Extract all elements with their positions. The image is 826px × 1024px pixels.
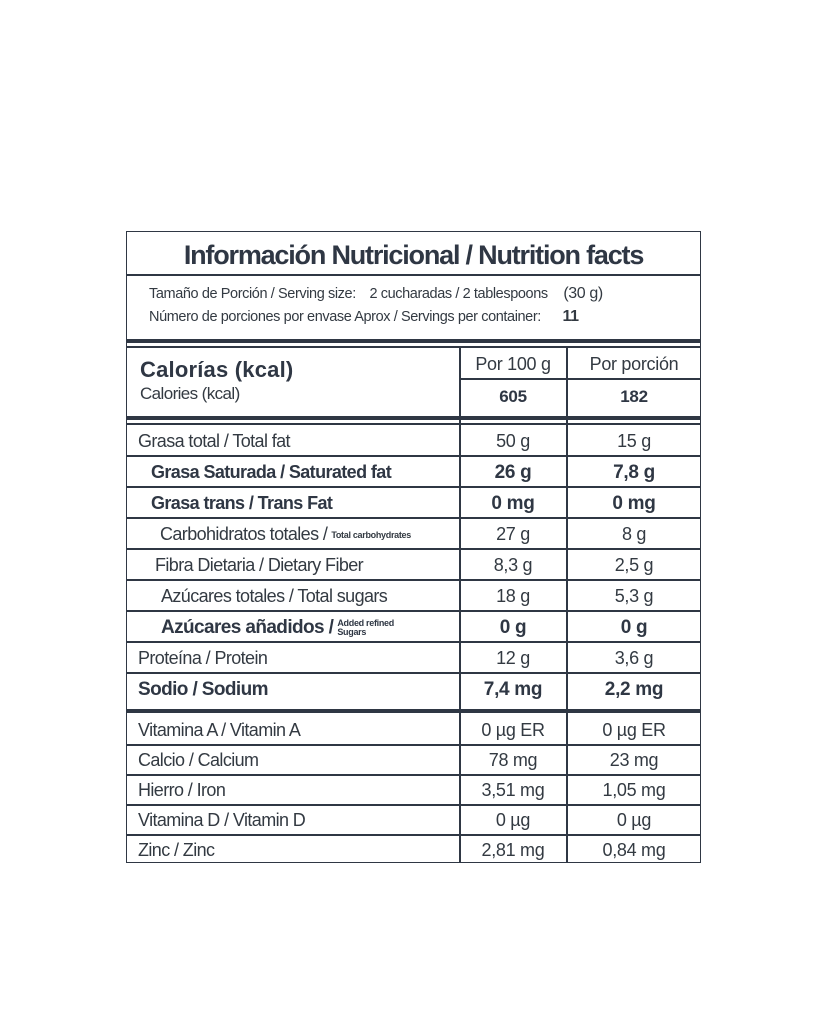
serving-size-value: 2 cucharadas / 2 tablespoons	[369, 286, 548, 302]
calories-label-en: Calories (kcal)	[140, 384, 240, 403]
nutrient-label-text: Azúcares totales / Total sugars	[161, 586, 388, 606]
nutrition-facts-label	[126, 231, 701, 863]
nutrient-label-text: Fibra Dietaria / Dietary Fiber	[155, 555, 364, 575]
nutrient-label-text: Carbohidratos totales /	[160, 524, 328, 544]
row-divider	[127, 486, 700, 488]
nutrient-per-serving: 5,3 g	[614, 586, 654, 606]
nutrient-per-serving: 3,6 g	[614, 648, 654, 668]
nutrient-label-small: Total carbohydrates	[331, 529, 411, 540]
vitamin-per-serving: 0,84 mg	[602, 840, 666, 860]
calories-divider-inner	[127, 423, 700, 425]
nutrient-label-text: Proteína / Protein	[138, 648, 268, 668]
nutrient-per-serving: 2,5 g	[614, 555, 654, 575]
vitamin-per100: 0 µg	[495, 810, 531, 830]
row-divider	[127, 517, 700, 519]
col-header-per100: Por 100 g	[475, 354, 551, 374]
vitamin-per100: 2,81 mg	[481, 840, 545, 860]
vitamins-divider	[127, 709, 700, 713]
row-divider	[127, 610, 700, 612]
nutrient-label-text: Sodio / Sodium	[138, 679, 268, 700]
calories-per-serving: 182	[620, 387, 648, 406]
row-divider	[127, 579, 700, 581]
serving-size-grams: (30 g)	[563, 285, 603, 302]
nutrient-per100: 0 g	[499, 617, 527, 638]
nutrient-per-serving: 2,2 mg	[604, 679, 664, 700]
nutrient-label-text: Grasa total / Total fat	[138, 431, 290, 451]
calories-divider	[127, 416, 700, 420]
vitamin-label: Hierro / Iron	[138, 780, 226, 800]
servings-label: Número de porciones por envase Aprox / Servings per container:	[149, 309, 541, 325]
nutrient-per100: 50 g	[496, 431, 530, 451]
vitamin-label: Calcio / Calcium	[138, 750, 259, 770]
nutrient-per-serving: 8 g	[621, 524, 647, 544]
nutrient-label-text: Azúcares añadidos /	[161, 617, 334, 638]
vitamin-per100: 78 mg	[488, 750, 538, 770]
nutrient-label-text: Grasa trans / Trans Fat	[151, 493, 333, 513]
nutrient-per-serving: 0 g	[620, 617, 648, 638]
nutrient-label	[155, 555, 363, 576]
row-divider	[127, 548, 700, 550]
label-title: Información Nutricional / Nutrition facts	[183, 240, 644, 270]
vitamin-per-serving: 0 µg	[616, 810, 652, 830]
header-divider	[127, 339, 700, 343]
vitamin-label: Vitamina A / Vitamin A	[138, 720, 301, 740]
nutrient-label	[138, 648, 267, 669]
nutrient-per100: 12 g	[496, 648, 530, 668]
col-header-per-serving: Por porción	[589, 354, 679, 374]
calories-label-es: Calorías (kcal)	[140, 357, 294, 382]
row-divider	[127, 774, 700, 776]
row-divider	[127, 641, 700, 643]
nutrient-per100: 7,4 mg	[483, 679, 543, 700]
column-divider-2	[566, 346, 568, 862]
row-divider	[127, 672, 700, 674]
nutrient-label	[138, 679, 268, 701]
servings-value: 11	[562, 308, 579, 325]
row-divider	[127, 804, 700, 806]
nutrient-per100: 8,3 g	[493, 555, 533, 575]
nutrient-label-small: Added refined Sugars	[337, 617, 394, 637]
column-divider-1	[459, 346, 461, 862]
nutrient-label	[138, 431, 290, 452]
nutrient-per100: 0 mg	[491, 493, 535, 514]
nutrient-label-text: Grasa Saturada / Saturated fat	[151, 462, 392, 482]
nutrient-per-serving: 0 mg	[612, 493, 656, 514]
nutrient-per-serving: 15 g	[617, 431, 651, 451]
row-divider	[127, 455, 700, 457]
row-divider	[127, 834, 700, 836]
calories-header-divider	[460, 378, 700, 380]
nutrient-label	[151, 493, 332, 514]
header-divider-inner	[127, 346, 700, 348]
nutrient-label	[151, 462, 391, 483]
serving-size	[149, 285, 603, 303]
nutrient-per100: 26 g	[494, 462, 532, 483]
nutrient-per100: 27 g	[496, 524, 530, 544]
nutrient-per-serving: 7,8 g	[613, 462, 655, 483]
vitamin-per100: 3,51 mg	[481, 780, 545, 800]
vitamin-per-serving: 23 mg	[609, 750, 659, 770]
vitamin-label: Zinc / Zinc	[138, 840, 215, 860]
nutrient-label	[160, 524, 411, 545]
vitamin-per100: 0 µg ER	[481, 720, 545, 740]
servings-per-container	[149, 308, 579, 326]
vitamin-per-serving: 0 µg ER	[602, 720, 666, 740]
serving-size-label: Tamaño de Porción / Serving size:	[149, 286, 356, 302]
title-divider	[127, 274, 700, 276]
nutrient-label	[161, 586, 387, 607]
vitamin-per-serving: 1,05 mg	[602, 780, 666, 800]
row-divider	[127, 744, 700, 746]
nutrient-label	[161, 617, 412, 639]
nutrient-per100: 18 g	[496, 586, 530, 606]
vitamin-label: Vitamina D / Vitamin D	[138, 810, 306, 830]
calories-per100: 605	[499, 387, 527, 406]
